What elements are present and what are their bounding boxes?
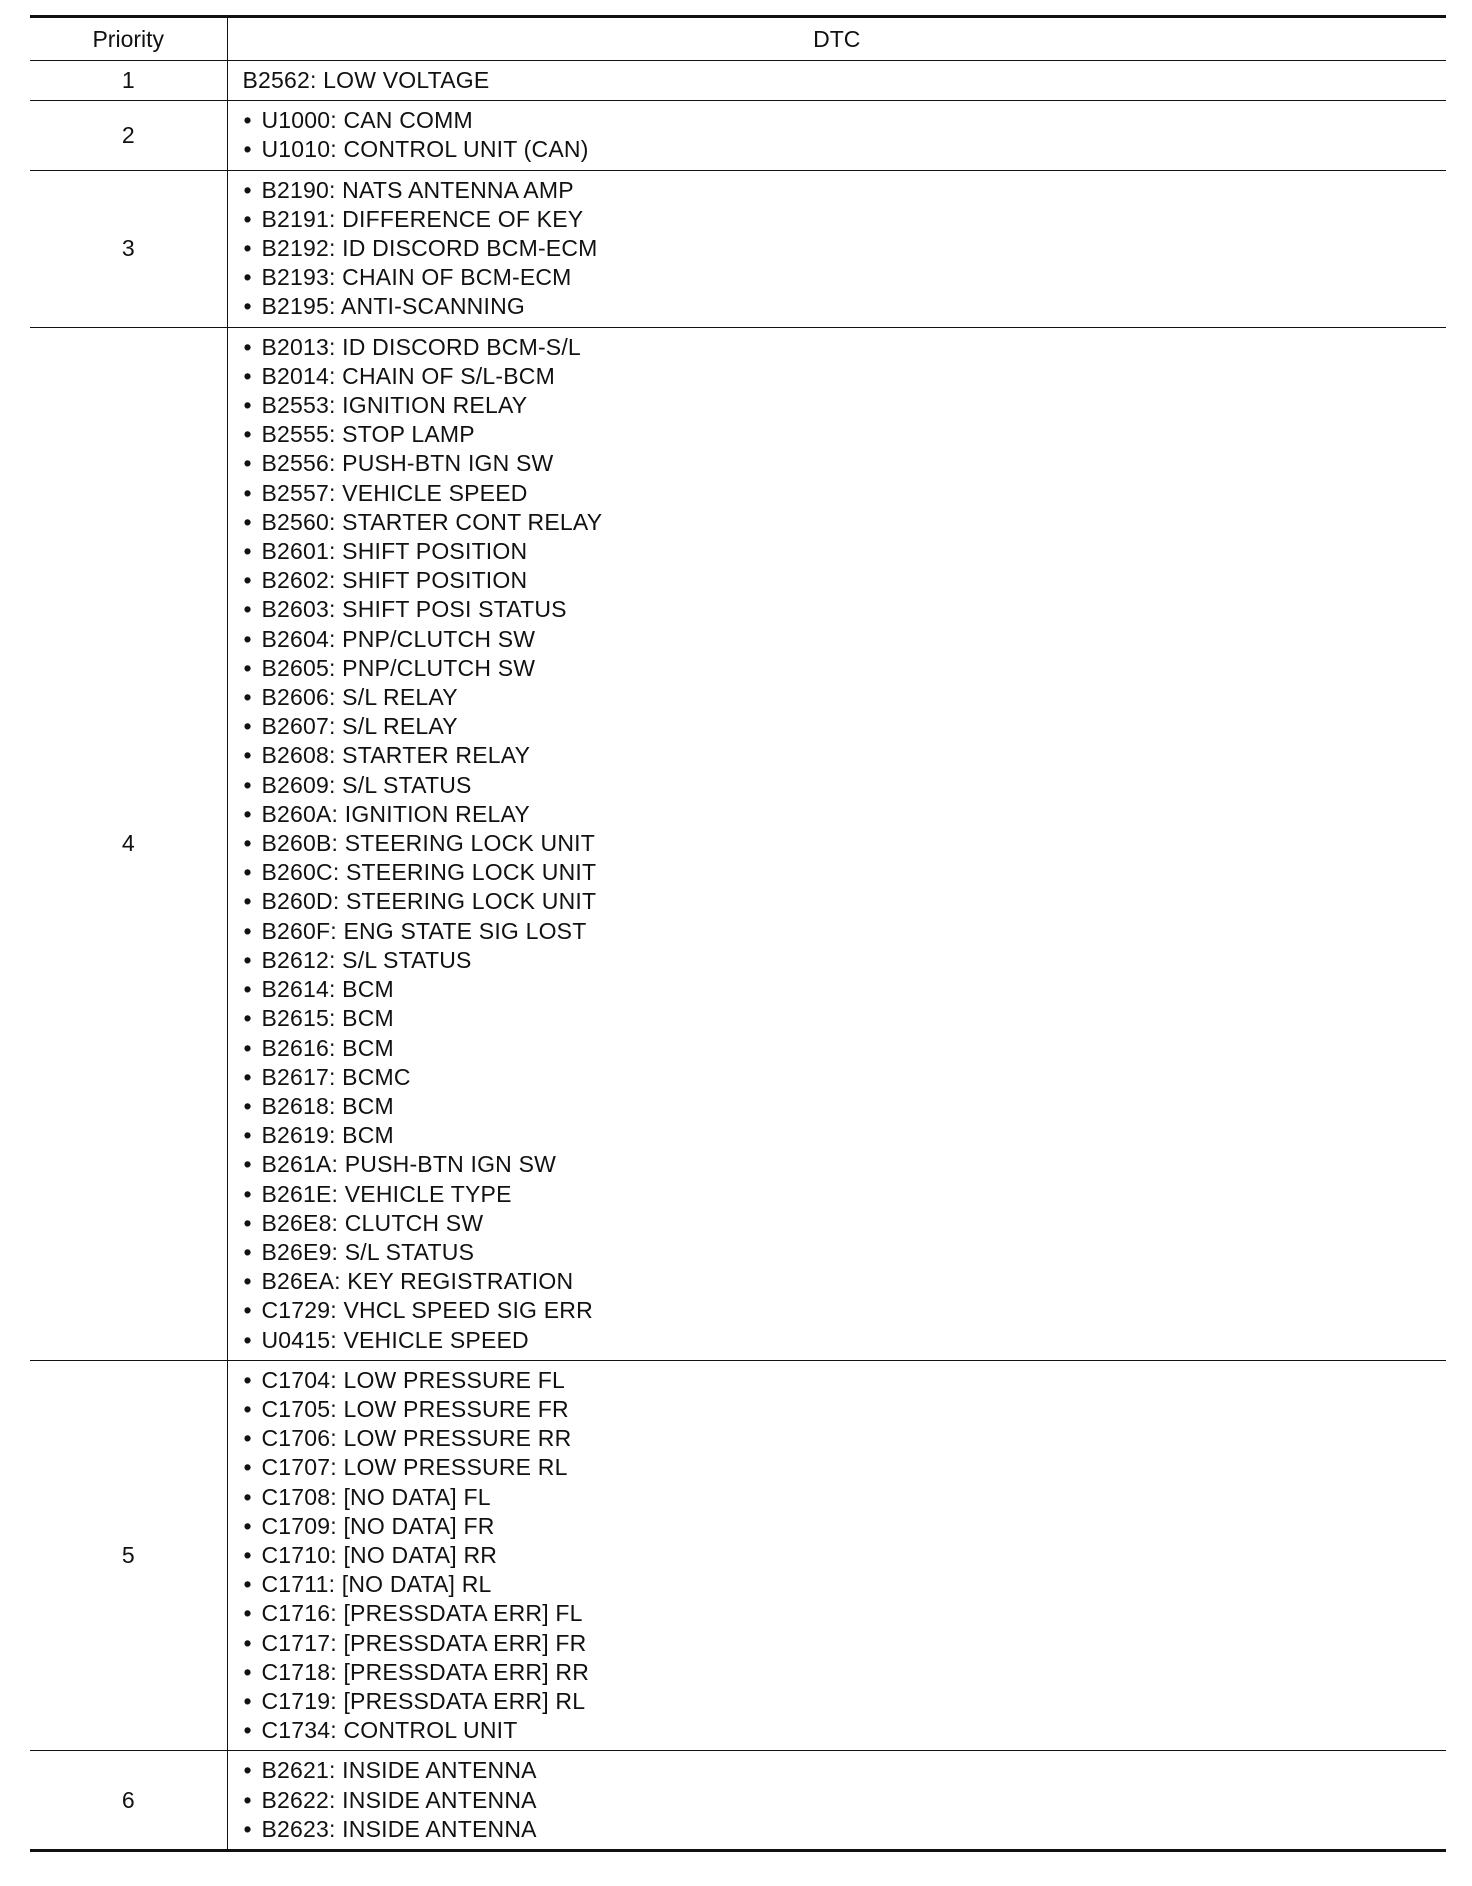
dtc-item-text: C1710: [NO DATA] RR [261,1541,498,1568]
dtc-item [241,800,1447,829]
dtc-item [241,1815,1447,1844]
dtc-item [241,391,1447,420]
bullet-icon: • [243,1757,252,1784]
dtc-item [241,1180,1447,1209]
bullet-icon: • [243,1092,252,1119]
dtc-item [241,1209,1447,1238]
bullet-icon: • [243,1541,252,1568]
dtc-item [241,135,1447,164]
priority-cell: 1 [30,61,227,101]
dtc-item-text: B260A: IGNITION RELAY [261,800,530,827]
dtc-item-text: U1000: CAN COMM [261,107,473,134]
dtc-item-text: B260B: STEERING LOCK UNIT [261,830,595,857]
dtc-item [241,858,1447,887]
dtc-item-text: B2555: STOP LAMP [261,421,475,448]
dtc-item-text: B2608: STARTER RELAY [261,742,531,769]
bullet-icon: • [243,1326,252,1353]
dtc-item [241,479,1447,508]
dtc-item [241,712,1447,741]
bullet-icon: • [243,362,252,389]
dtc-item-text: B2013: ID DISCORD BCM-S/L [261,333,581,360]
dtc-item [241,1296,1447,1325]
dtc-item [241,887,1447,916]
bullet-icon: • [243,1366,252,1393]
dtc-item [241,1716,1447,1745]
bullet-icon: • [243,1687,252,1714]
bullet-icon: • [243,1629,252,1656]
dtc-item [241,1483,1447,1512]
dtc-item [241,1326,1447,1355]
dtc-item [241,508,1447,537]
dtc-item-text: C1734: CONTROL UNIT [261,1717,518,1744]
dtc-item-text: B2606: S/L RELAY [261,684,458,711]
table-row [30,1751,1446,1851]
dtc-item [241,1267,1447,1296]
bullet-icon: • [243,235,252,262]
dtc-item [241,449,1447,478]
dtc-item [241,1092,1447,1121]
bullet-icon: • [243,625,252,652]
bullet-icon: • [243,654,252,681]
dtc-item [241,625,1447,654]
priority-cell: 5 [30,1360,227,1751]
dtc-item [241,1756,1447,1785]
bullet-icon: • [243,264,252,291]
bullet-icon: • [243,1571,252,1598]
dtc-item [241,292,1447,321]
dtc-item [241,333,1447,362]
bullet-icon: • [243,1658,252,1685]
dtc-item-text: C1716: [PRESSDATA ERR] FL [261,1600,583,1627]
bullet-icon: • [243,976,252,1003]
dtc-cell [227,170,1446,327]
dtc-item [241,263,1447,292]
bullet-icon: • [243,713,252,740]
bullet-icon: • [243,1034,252,1061]
dtc-item-text: B2617: BCMC [261,1063,411,1090]
dtc-item-text: B2553: IGNITION RELAY [261,392,528,419]
dtc-item-text: B2605: PNP/CLUTCH SW [261,654,536,681]
dtc-priority-table [30,15,1446,1852]
dtc-item-text: B2191: DIFFERENCE OF KEY [261,205,584,232]
dtc-item [241,1687,1447,1716]
dtc-item: B2562: LOW VOLTAGE [242,67,490,93]
bullet-icon: • [243,508,252,535]
dtc-item [241,741,1447,770]
dtc-cell [227,327,1446,1360]
bullet-icon: • [243,917,252,944]
bullet-icon: • [243,107,252,134]
dtc-item-text: B2615: BCM [261,1005,394,1032]
dtc-item [241,1599,1447,1628]
dtc-item [241,654,1447,683]
dtc-item-text: C1706: LOW PRESSURE RR [261,1425,572,1452]
bullet-icon: • [243,684,252,711]
dtc-item-text: B2556: PUSH-BTN IGN SW [261,450,554,477]
bullet-icon: • [243,1238,252,1265]
priority-column-header: Priority [30,17,227,61]
bullet-icon: • [243,771,252,798]
dtc-item-text: B2616: BCM [261,1034,394,1061]
dtc-item-text: C1704: LOW PRESSURE FL [261,1366,566,1393]
dtc-item-text: B26E8: CLUTCH SW [261,1209,484,1236]
table-row [30,101,1446,170]
dtc-item-text: B261E: VEHICLE TYPE [261,1180,512,1207]
bullet-icon: • [243,1454,252,1481]
bullet-icon: • [243,1717,252,1744]
bullet-icon: • [243,479,252,506]
dtc-item-text: B260C: STEERING LOCK UNIT [261,859,597,886]
dtc-item [241,975,1447,1004]
bullet-icon: • [243,1005,252,1032]
priority-cell: 6 [30,1751,227,1851]
dtc-item-text: B2609: S/L STATUS [261,771,472,798]
dtc-item-text: B2621: INSIDE ANTENNA [261,1757,537,1784]
dtc-item [241,205,1447,234]
dtc-item-text: C1709: [NO DATA] FR [261,1512,495,1539]
bullet-icon: • [243,1395,252,1422]
bullet-icon: • [243,392,252,419]
dtc-item-text: B2602: SHIFT POSITION [261,567,528,594]
dtc-item [241,595,1447,624]
dtc-column-header: DTC [227,17,1446,61]
dtc-item [241,566,1447,595]
dtc-item [241,1121,1447,1150]
bullet-icon: • [243,1268,252,1295]
table-row [30,327,1446,1360]
dtc-item [241,420,1447,449]
dtc-item-text: C1717: [PRESSDATA ERR] FR [261,1629,587,1656]
bullet-icon: • [243,136,252,163]
dtc-item [241,771,1447,800]
table-row [30,170,1446,327]
priority-cell: 3 [30,170,227,327]
bullet-icon: • [243,1209,252,1236]
dtc-cell [227,101,1446,170]
bullet-icon: • [243,1425,252,1452]
dtc-item-text: B26EA: KEY REGISTRATION [261,1268,574,1295]
bullet-icon: • [243,450,252,477]
dtc-item-text: B2619: BCM [261,1122,394,1149]
dtc-item [241,1512,1447,1541]
bullet-icon: • [243,293,252,320]
dtc-item [241,234,1447,263]
dtc-item [241,1629,1447,1658]
dtc-item-text: B2560: STARTER CONT RELAY [261,508,603,535]
bullet-icon: • [243,830,252,857]
dtc-item-text: C1705: LOW PRESSURE FR [261,1395,569,1422]
dtc-item-text: B2557: VEHICLE SPEED [261,479,528,506]
bullet-icon: • [243,946,252,973]
dtc-item [241,1453,1447,1482]
bullet-icon: • [243,205,252,232]
dtc-item-text: B2623: INSIDE ANTENNA [261,1815,537,1842]
dtc-item-text: C1718: [PRESSDATA ERR] RR [261,1658,590,1685]
dtc-item [241,1541,1447,1570]
table-header-row [30,17,1446,61]
bullet-icon: • [243,538,252,565]
dtc-item [241,1786,1447,1815]
dtc-item [241,1063,1447,1092]
dtc-item-text: B26E9: S/L STATUS [261,1238,475,1265]
dtc-item-text: B260F: ENG STATE SIG LOST [261,917,587,944]
dtc-item-text: B2603: SHIFT POSI STATUS [261,596,567,623]
priority-cell: 2 [30,101,227,170]
dtc-list [241,1756,1447,1844]
bullet-icon: • [243,1483,252,1510]
dtc-item-text: B2192: ID DISCORD BCM-ECM [261,235,598,262]
dtc-item-text: B2601: SHIFT POSITION [261,538,528,565]
bullet-icon: • [243,333,252,360]
dtc-item-text: B2195: ANTI-SCANNING [261,293,525,320]
dtc-item-text: C1707: LOW PRESSURE RL [261,1454,568,1481]
dtc-item-text: B2614: BCM [261,976,394,1003]
dtc-item-text: C1719: [PRESSDATA ERR] RL [261,1687,586,1714]
dtc-item-text: B2612: S/L STATUS [261,946,472,973]
bullet-icon: • [243,596,252,623]
dtc-item [241,106,1447,135]
dtc-item [241,1395,1447,1424]
dtc-item [241,683,1447,712]
dtc-item-text: B2014: CHAIN OF S/L-BCM [261,362,555,389]
dtc-item [241,362,1447,391]
dtc-item-text: C1708: [NO DATA] FL [261,1483,491,1510]
dtc-item-text: U1010: CONTROL UNIT (CAN) [261,136,589,163]
dtc-cell [227,1751,1446,1851]
bullet-icon: • [243,888,252,915]
dtc-item-text: B261A: PUSH-BTN IGN SW [261,1151,557,1178]
bullet-icon: • [243,1815,252,1842]
dtc-item [241,946,1447,975]
priority-cell: 4 [30,327,227,1360]
bullet-icon: • [243,1600,252,1627]
dtc-item-text: B2604: PNP/CLUTCH SW [261,625,536,652]
bullet-icon: • [243,859,252,886]
dtc-item [241,1424,1447,1453]
dtc-item-text: C1711: [NO DATA] RL [261,1571,492,1598]
dtc-item [241,1366,1447,1395]
dtc-item-text: U0415: VEHICLE SPEED [261,1326,529,1353]
bullet-icon: • [243,1180,252,1207]
dtc-item [241,1238,1447,1267]
dtc-list [241,176,1447,322]
dtc-item-text: B2193: CHAIN OF BCM-ECM [261,264,572,291]
dtc-item-text: B2618: BCM [261,1092,394,1119]
bullet-icon: • [243,176,252,203]
dtc-item [241,1034,1447,1063]
dtc-item [241,176,1447,205]
bullet-icon: • [243,1297,252,1324]
dtc-item [241,917,1447,946]
dtc-item-text: B2607: S/L RELAY [261,713,458,740]
dtc-list [241,106,1447,164]
dtc-list [241,333,1447,1355]
dtc-item-text: B260D: STEERING LOCK UNIT [261,888,597,915]
dtc-item-text: B2190: NATS ANTENNA AMP [261,176,574,203]
dtc-item [241,829,1447,858]
bullet-icon: • [243,800,252,827]
bullet-icon: • [243,1512,252,1539]
table-row [30,61,1446,101]
bullet-icon: • [243,1063,252,1090]
dtc-item [241,1658,1447,1687]
dtc-list [241,1366,1447,1746]
bullet-icon: • [243,1151,252,1178]
dtc-cell [227,1360,1446,1751]
bullet-icon: • [243,421,252,448]
dtc-cell [227,61,1446,101]
bullet-icon: • [243,742,252,769]
dtc-item [241,1570,1447,1599]
bullet-icon: • [243,1786,252,1813]
dtc-item-text: B2622: INSIDE ANTENNA [261,1786,537,1813]
dtc-item [241,1150,1447,1179]
bullet-icon: • [243,567,252,594]
table-row [30,1360,1446,1751]
bullet-icon: • [243,1122,252,1149]
dtc-item [241,537,1447,566]
dtc-item [241,1004,1447,1033]
dtc-item-text: C1729: VHCL SPEED SIG ERR [261,1297,593,1324]
